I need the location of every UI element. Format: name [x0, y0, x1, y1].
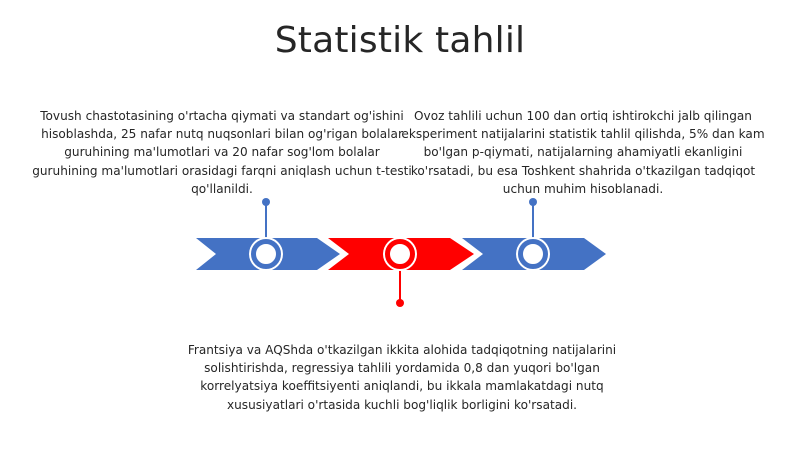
timeline-node-3 — [516, 237, 550, 271]
timeline-node-2 — [383, 237, 417, 271]
callout-dot-3 — [529, 198, 537, 206]
callout-dot-2 — [396, 299, 404, 307]
slide-title: Statistik tahlil — [274, 20, 526, 61]
timeline-text-3: Ovoz tahlili uchun 100 dan ortiq ishtirokchi jalb qilingan eksperiment natijalarini statistik tahlil qilishda, 5% dan kam bo'lgan p-qiymati, natijalarning ahamiyatli ekanligini ko'rsatadi, bu esa Toshkent shahrida o'tkazilgan tadqiqot uchun muhim hisoblanadi. — [401, 109, 765, 196]
timeline-text-2: Frantsiya va AQShda o'tkazilgan ikkita alohida tadqiqotning natijalarini solishtirishda, regressiya tahlili yordamida 0,8 dan yuqori bo'lgan korrelyatsiya koeffitsiyenti aniqlandi, bu ikkala mamlakatdagi nutq xususiyatlari o'rtasida kuchli bog'liqlik borligini ko'rsatadi. — [187, 343, 617, 412]
timeline-text-1: Tovush chastotasining o'rtacha qiymati va standart og'ishini hisoblashda, 25 nafar nutq nuqsonlari bilan og'rigan bolalar guruhining ma'lumotlari va 20 nafar sog'lom bolalar guruhining ma'lumotlari orasidagi farqni aniqlash uchun t-testi qo'llanildi. — [32, 109, 412, 196]
timeline-node-1 — [249, 237, 283, 271]
callout-dot-1 — [262, 198, 270, 206]
